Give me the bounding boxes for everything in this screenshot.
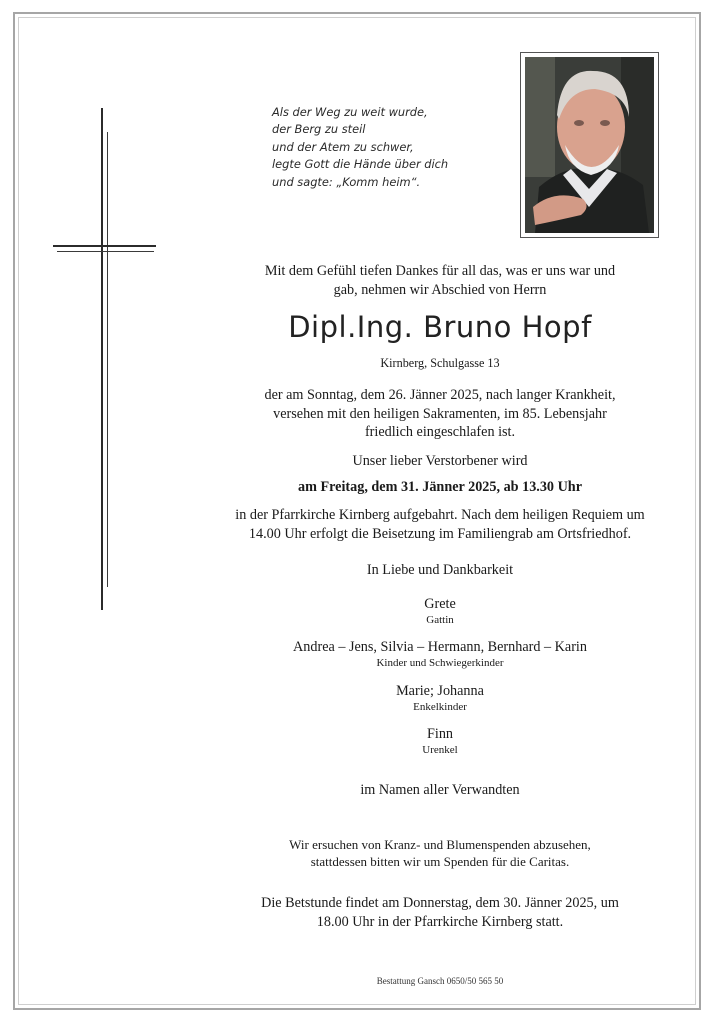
ceremony-line: 14.00 Uhr erfolgt die Beisetzung im Familiengrab am Ortsfriedhof. bbox=[248, 525, 632, 542]
prayer-hour-line: Die Betstunde findet am Donnerstag, dem 30. Jänner 2025, um bbox=[261, 895, 619, 911]
mourner-relation: Urenkel bbox=[422, 744, 458, 756]
prayer-hour-note bbox=[190, 894, 690, 931]
funeral-home-footer: Bestattung Gansch 0650/50 565 50 bbox=[376, 976, 504, 986]
prayer-hour-line: 18.00 Uhr in der Pfarrkirche Kirnberg statt. bbox=[316, 913, 564, 930]
death-notice-line: versehen mit den heiligen Sakramenten, im 85. Lebensjahr bbox=[273, 405, 607, 422]
cross-horizontal-bar-thin bbox=[57, 251, 154, 252]
donation-note bbox=[190, 836, 690, 870]
mourner-relation: Kinder und Schwiegerkinder bbox=[376, 657, 504, 669]
closing-phrase: In Liebe und Dankbarkeit bbox=[366, 562, 514, 578]
mourner-relation: Enkelkinder bbox=[413, 701, 467, 713]
death-notice-line: friedlich eingeschlafen ist. bbox=[364, 424, 516, 440]
ceremony-line: in der Pfarrkirche Kirnberg aufgebahrt. Nach dem heiligen Requiem um bbox=[235, 507, 645, 523]
deceased-name: Dipl.Ing. Bruno Hopf bbox=[288, 310, 592, 344]
intro-line: gab, nehmen wir Abschied von Herrn bbox=[333, 281, 547, 298]
mourner-names: Finn bbox=[426, 726, 454, 742]
portrait-photo bbox=[525, 57, 654, 233]
death-notice bbox=[190, 386, 690, 442]
poem bbox=[272, 104, 502, 191]
mourner-group bbox=[190, 725, 690, 757]
mourner-names: Marie; Johanna bbox=[396, 683, 484, 699]
portrait-illustration bbox=[525, 57, 654, 233]
mourner-group bbox=[190, 595, 690, 627]
cross-vertical-bar-thin bbox=[107, 132, 108, 587]
mourner-relation: Gattin bbox=[426, 614, 454, 626]
relatives-note: im Namen aller Verwandten bbox=[360, 782, 520, 798]
poem-line: legte Gott die Hände über dich bbox=[272, 157, 449, 172]
lying-in-state-intro: Unser lieber Verstorbener wird bbox=[352, 453, 528, 469]
deceased-address: Kirnberg, Schulgasse 13 bbox=[380, 356, 500, 370]
poem-line: und sagte: „Komm heim“. bbox=[272, 174, 421, 189]
intro-line: Mit dem Gefühl tiefen Dankes für all das, was er uns war und bbox=[264, 263, 616, 279]
death-notice-line: der am Sonntag, dem 26. Jänner 2025, nach langer Krankheit, bbox=[264, 387, 616, 403]
ceremony-details bbox=[190, 506, 690, 543]
mourner-names: Grete bbox=[424, 596, 456, 612]
poem-line: der Berg zu steil bbox=[272, 122, 366, 137]
poem-line: Als der Weg zu weit wurde, bbox=[272, 105, 428, 119]
viewing-date: am Freitag, dem 31. Jänner 2025, ab 13.30 Uhr bbox=[298, 479, 582, 495]
mourner-group bbox=[190, 682, 690, 714]
mourner-names: Andrea – Jens, Silvia – Hermann, Bernhard – Karin bbox=[293, 639, 587, 655]
donation-line: stattdessen bitten wir um Spenden für die Caritas. bbox=[310, 854, 570, 869]
cross-horizontal-bar bbox=[53, 245, 156, 247]
mourner-group bbox=[190, 638, 690, 670]
poem-line: und der Atem zu schwer, bbox=[272, 139, 414, 154]
cross-vertical-bar bbox=[101, 108, 103, 610]
donation-line: Wir ersuchen von Kranz- und Blumenspenden abzusehen, bbox=[289, 837, 591, 852]
intro-text bbox=[210, 262, 670, 299]
